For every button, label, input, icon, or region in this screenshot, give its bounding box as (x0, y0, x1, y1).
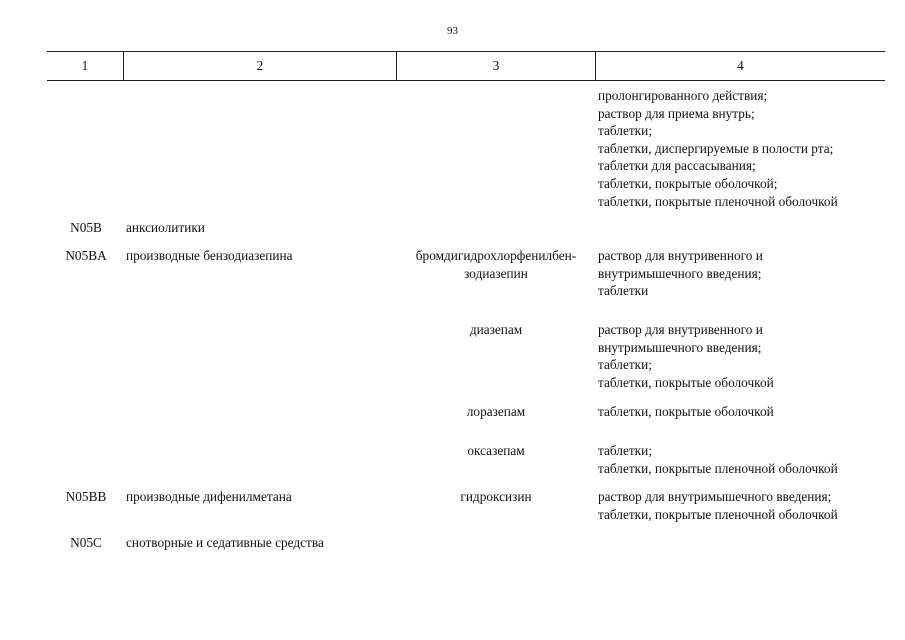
drug-name (397, 488, 595, 506)
form-line: таблетки; (598, 443, 652, 458)
drug-name-line: диазепам (469, 322, 523, 337)
header-cell-2: 2 (256, 58, 264, 74)
drug-name (397, 403, 595, 421)
drug-name (397, 321, 595, 339)
table-header-row (47, 51, 885, 81)
form-line: раствор для внутримышечного введения; (598, 489, 832, 504)
atc-code: N05BB (65, 489, 107, 504)
atc-group-name: анксиолитики (126, 220, 205, 235)
form-line: таблетки, покрытые оболочкой (598, 404, 774, 419)
atc-group-name: снотворные и седативные средства (126, 535, 324, 550)
header-cell-3: 3 (492, 58, 500, 74)
form-line: раствор для внутривенного и (598, 248, 763, 263)
form-line: таблетки; (598, 357, 652, 373)
atc-group-name: производные дифенилметана (126, 489, 292, 504)
header-cell-4: 4 (737, 58, 744, 74)
form-line: таблетки, диспергируемые в полости рта; (598, 140, 834, 156)
drug-name-line: бромдигидрохлорфенилбен- (415, 248, 577, 263)
dosage-forms (598, 488, 888, 523)
dosage-forms (598, 321, 888, 391)
form-line: таблетки, покрытые пленочной оболочкой (598, 506, 838, 522)
drug-name-line: оксазепам (467, 443, 525, 458)
form-line: таблетки, покрытые оболочкой (598, 374, 774, 390)
form-line: таблетки; (598, 123, 652, 139)
form-line: таблетки, покрытые пленочной оболочкой (598, 193, 838, 209)
dosage-forms (598, 403, 888, 421)
continuation-forms (598, 87, 888, 210)
drug-name-line: зодиазепин (464, 265, 528, 281)
header-cell-1: 1 (81, 58, 89, 74)
form-line: таблетки, покрытые оболочкой; (598, 175, 778, 191)
dosage-forms (598, 442, 888, 477)
drug-name (397, 442, 595, 460)
form-line: пролонгированного действия; (598, 88, 768, 103)
atc-code: N05B (70, 220, 102, 235)
form-line: раствор для приема внутрь; (598, 105, 755, 121)
atc-code: N05BA (65, 248, 107, 263)
form-line: раствор для внутривенного и (598, 322, 763, 337)
form-line: таблетки, покрытые пленочной оболочкой (598, 460, 838, 476)
dosage-forms (598, 247, 888, 300)
form-line: таблетки (598, 283, 649, 299)
drug-name-line: гидроксизин (460, 489, 532, 504)
drug-name-line: лоразепам (466, 404, 526, 419)
atc-code: N05C (70, 535, 102, 550)
form-line: внутримышечного введения; (598, 339, 762, 355)
form-line: внутримышечного введения; (598, 265, 762, 281)
atc-group-name: производные бензодиазепина (126, 248, 293, 263)
page-number: 93 (447, 25, 458, 37)
form-line: таблетки для рассасывания; (598, 158, 756, 174)
drug-name (397, 247, 595, 282)
